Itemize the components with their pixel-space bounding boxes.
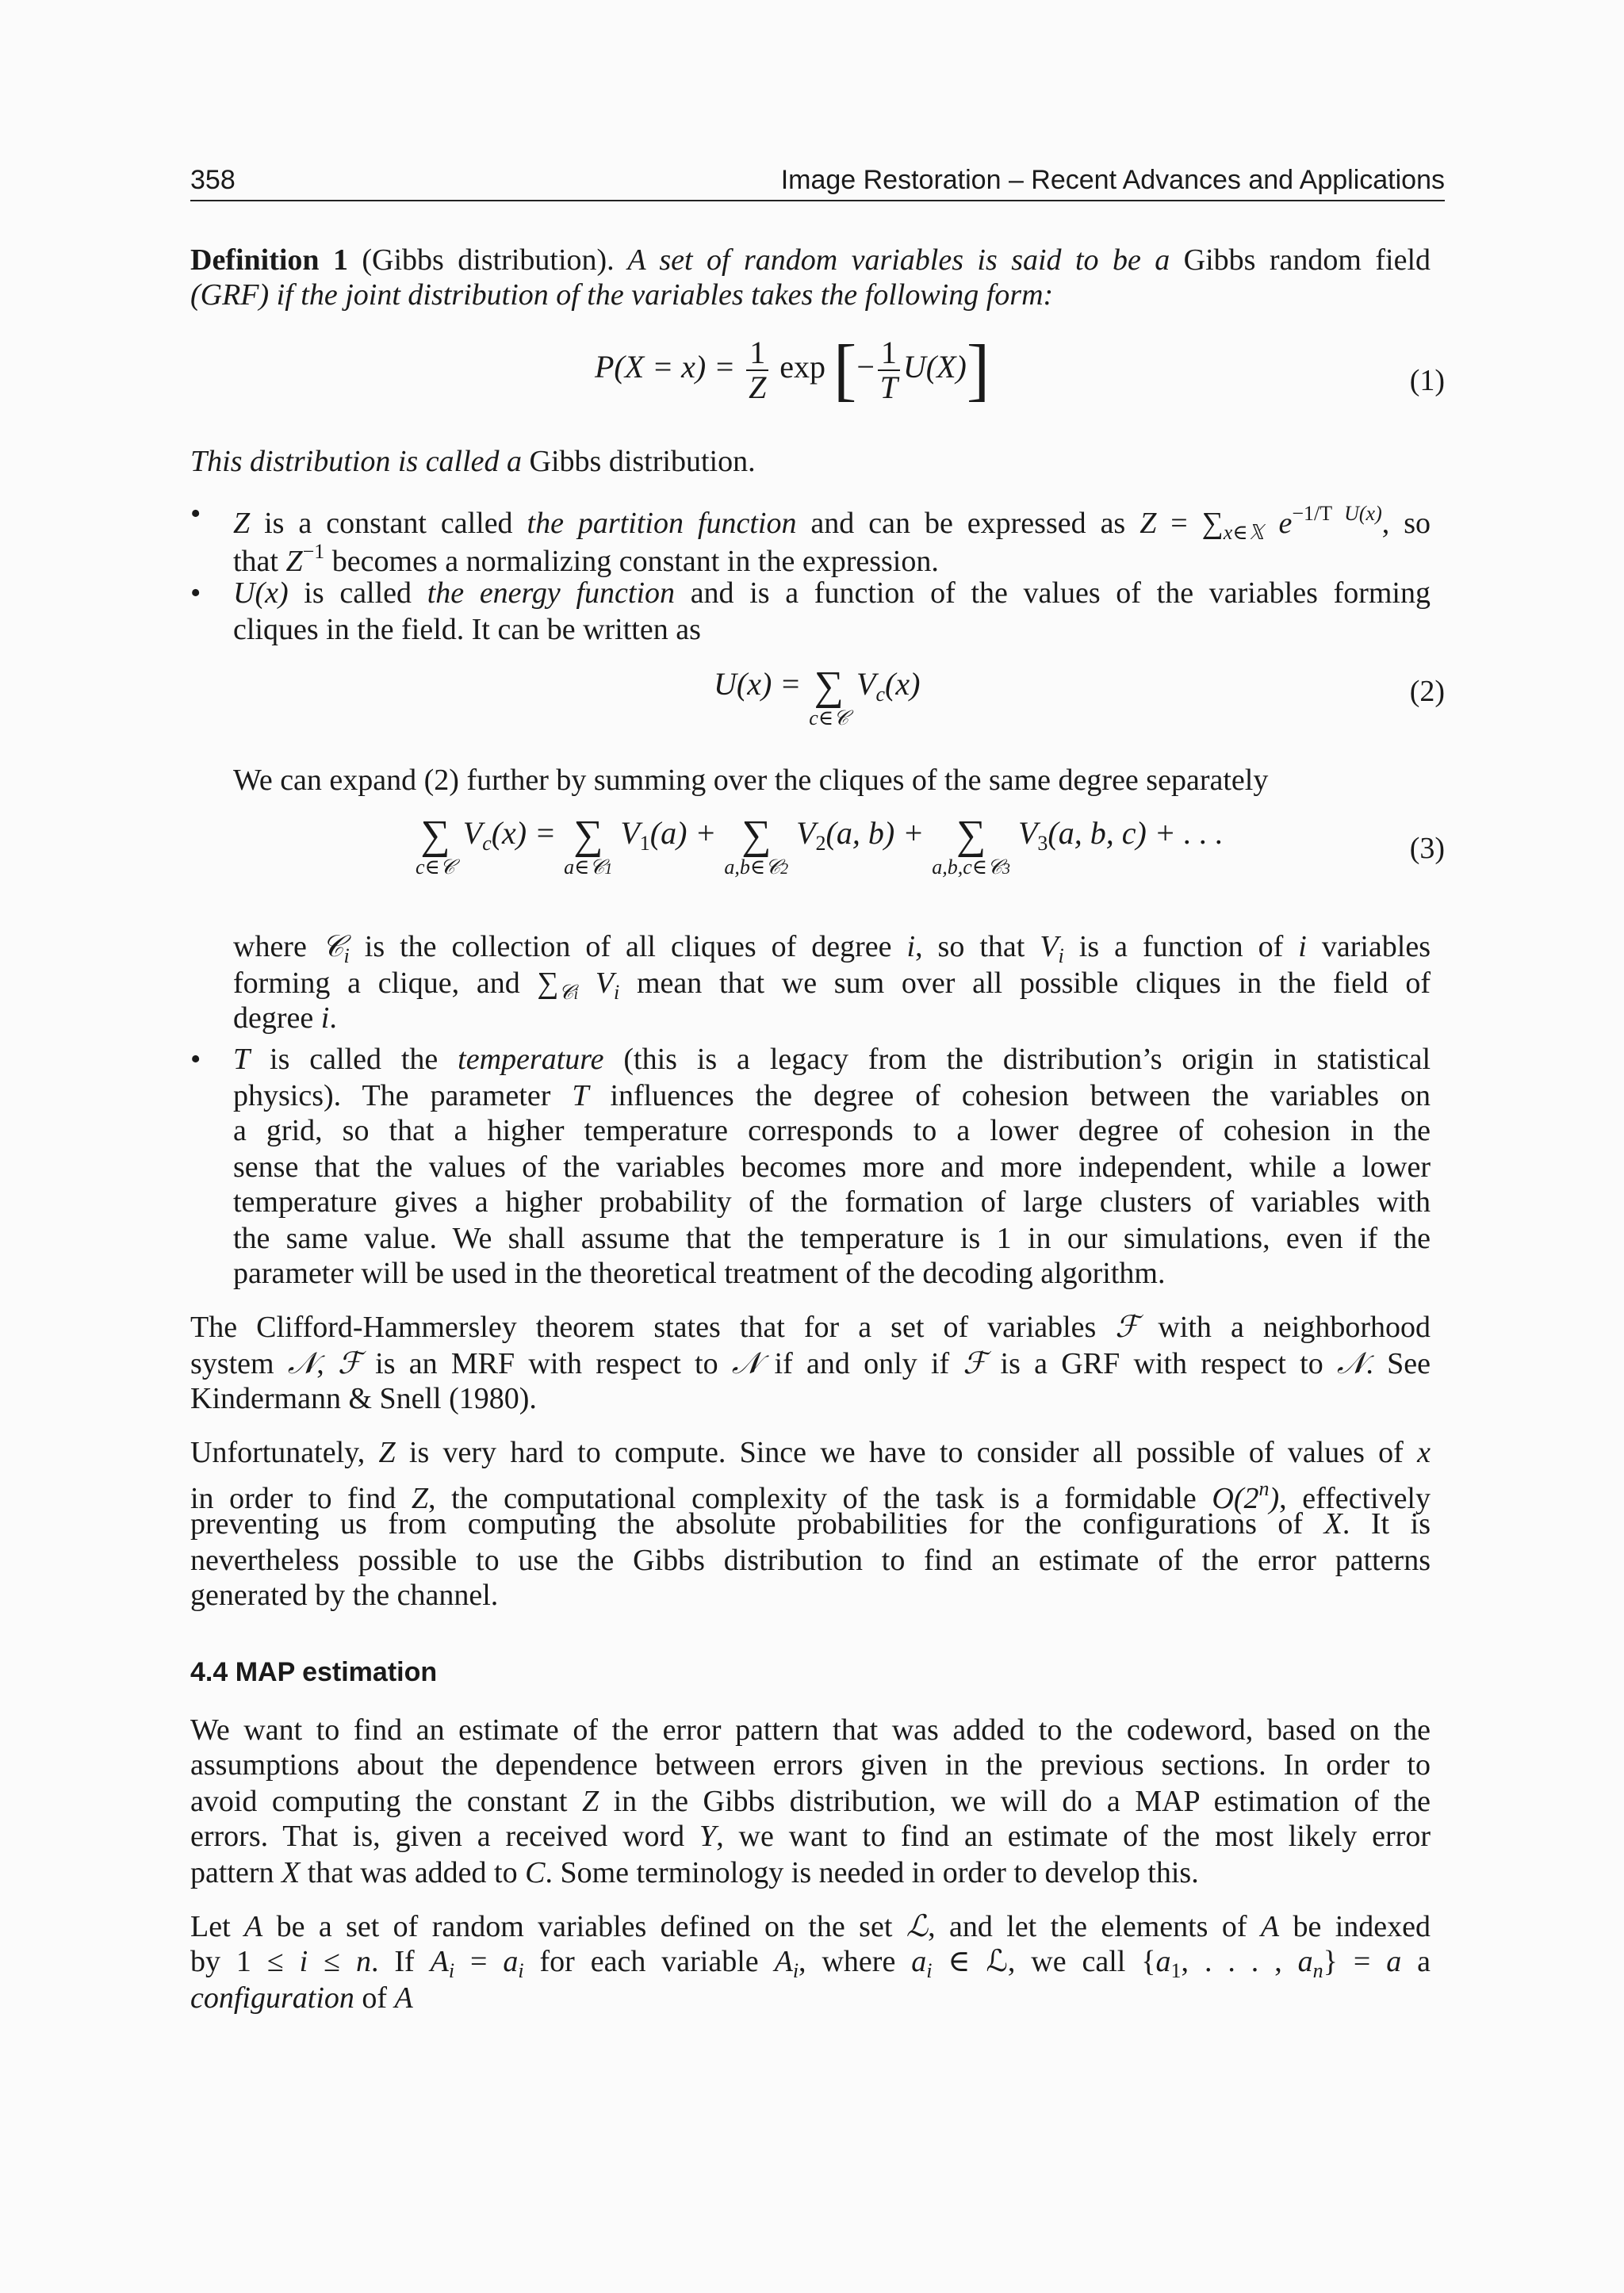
map-line-1: We want to find an estimate of the error pattern that was added to the codeword, based on the: [190, 1713, 1431, 1747]
equation-1: P(X = x) = $\frac{1}{Z}$ exp [− $\frac{1}{T}$ U(X)]: [595, 331, 990, 408]
bullet-3-line-5: temperature gives a higher probability of the formation of large clusters of variables with: [233, 1185, 1431, 1219]
map-line-2: assumptions about the dependence between errors given in the previous sections. In order to: [190, 1748, 1431, 1782]
bullet-2-line-2: cliques in the field. It can be written as: [233, 613, 701, 646]
map-line-4: errors. That is, given a received word Y, we want to find an estimate of the most likely error: [190, 1820, 1431, 1853]
where-line-3: degree i.: [233, 1001, 337, 1035]
header-rule: [190, 200, 1445, 201]
let-line-1: Let A be a set of random variables defined on the set ℒ, and let the elements of A be indexed: [190, 1910, 1431, 1943]
bullet-3-line-1: T is called the temperature (this is a legacy from the distribution’s origin in statistical: [233, 1043, 1431, 1076]
bullet-3-line-4: sense that the values of the variables becomes more and more independent, while a lower: [233, 1150, 1431, 1184]
equation-1-number: (1): [1409, 364, 1445, 397]
expand-line: We can expand (2) further by summing over the cliques of the same degree separately: [233, 764, 1269, 797]
clifford-line-3: Kindermann & Snell (1980).: [190, 1382, 537, 1415]
bullet-1-line-2: that $Z^{-1}$ becomes a normalizing constant in the expression.: [233, 540, 939, 578]
map-line-5: pattern X that was added to C. Some terminology is needed in order to develop this.: [190, 1856, 1199, 1889]
where-line-1: where 𝒞$_i$ is the collection of all cliques of degree i, so that $V_i$ is a function of i variables: [233, 930, 1431, 967]
unfortunately-line-2: in order to find Z, the computational complexity of the task is a formidable O(2$^n$), effectively: [190, 1477, 1431, 1515]
equation-2: U(x) = ∑ c∈𝒞 $V_c(x)$: [714, 664, 921, 729]
map-line-3: avoid computing the constant Z in the Gibbs distribution, we will do a MAP estimation of the: [190, 1785, 1431, 1818]
unfortunately-line-5: generated by the channel.: [190, 1579, 499, 1612]
let-line-2: by 1 ≤ i ≤ n. If $A_i = a_i$ for each variable $A_i$, where $a_i$ ∈ ℒ, we call {$a_1$, . . . , $a_n\} = a$ a: [190, 1945, 1431, 1982]
bullet-3-line-2: physics). The parameter T influences the degree of cohesion between the variables on: [233, 1079, 1431, 1112]
unfortunately-line-1: Unfortunately, Z is very hard to compute. Since we have to consider all possible of values of x: [190, 1436, 1431, 1469]
bullet-3-glyph: •: [190, 1043, 201, 1076]
bullet-2-glyph: •: [190, 576, 201, 610]
clifford-line-1: The Clifford-Hammersley theorem states that for a set of variables ℱ with a neighborhood: [190, 1311, 1431, 1344]
bullet-1-glyph: •: [190, 497, 201, 530]
unfortunately-line-3: preventing us from computing the absolute probabilities for the configurations of X. It is: [190, 1507, 1431, 1541]
equation-2-number: (2): [1409, 675, 1445, 708]
definition-line-2: (GRF) if the joint distribution of the variables takes the following form:: [190, 278, 1054, 312]
running-title: Image Restoration – Recent Advances and Applications: [780, 165, 1445, 195]
bullet-3-line-3: a grid, so that a higher temperature corresponds to a lower degree of cohesion in the: [233, 1114, 1431, 1147]
bullet-1-line-1: Z is a constant called the partition function and can be expressed as $Z = \sum_{x\in 𝕏}$ $e^{-1/T U(x)}$, so: [233, 502, 1431, 544]
equation-3: ∑ c∈𝒞 $V_c(x)$ = ∑ a∈𝒞1 $V_1(a)$ + ∑ a,b∈𝒞2 $V_2(a$, b) + ∑ a,b,c∈𝒞3 $V_3(a$, b, c) + . . .: [416, 813, 1224, 879]
equation-3-number: (3): [1409, 832, 1445, 865]
page-number: 358: [190, 165, 236, 195]
where-line-2: forming a clique, and $\sum_{𝒞i}$ $V_i$ mean that we sum over all possible cliques in the field of: [233, 967, 1431, 1004]
bullet-3-line-6: the same value. We shall assume that the temperature is 1 in our simulations, even if the: [233, 1222, 1431, 1255]
bullet-3-line-7: parameter will be used in the theoretical treatment of the decoding algorithm.: [233, 1257, 1166, 1290]
definition-line-1: Definition 1 (Gibbs distribution). A set of random variables is said to be a Gibbs random field: [190, 243, 1431, 277]
gibbs-line: This distribution is called a Gibbs distribution.: [190, 445, 756, 478]
let-line-3: configuration of A: [190, 1981, 413, 2015]
bullet-2-line-1: U(x) is called the energy function and is a function of the values of the variables forming: [233, 576, 1431, 610]
unfortunately-line-4: nevertheless possible to use the Gibbs distribution to find an estimate of the error patterns: [190, 1544, 1431, 1577]
page-header: [190, 165, 1445, 198]
clifford-line-2: system 𝒩, ℱ is an MRF with respect to 𝒩 if and only if ℱ is a GRF with respect to 𝒩. See: [190, 1347, 1431, 1380]
section-heading: 4.4 MAP estimation: [190, 1657, 438, 1687]
